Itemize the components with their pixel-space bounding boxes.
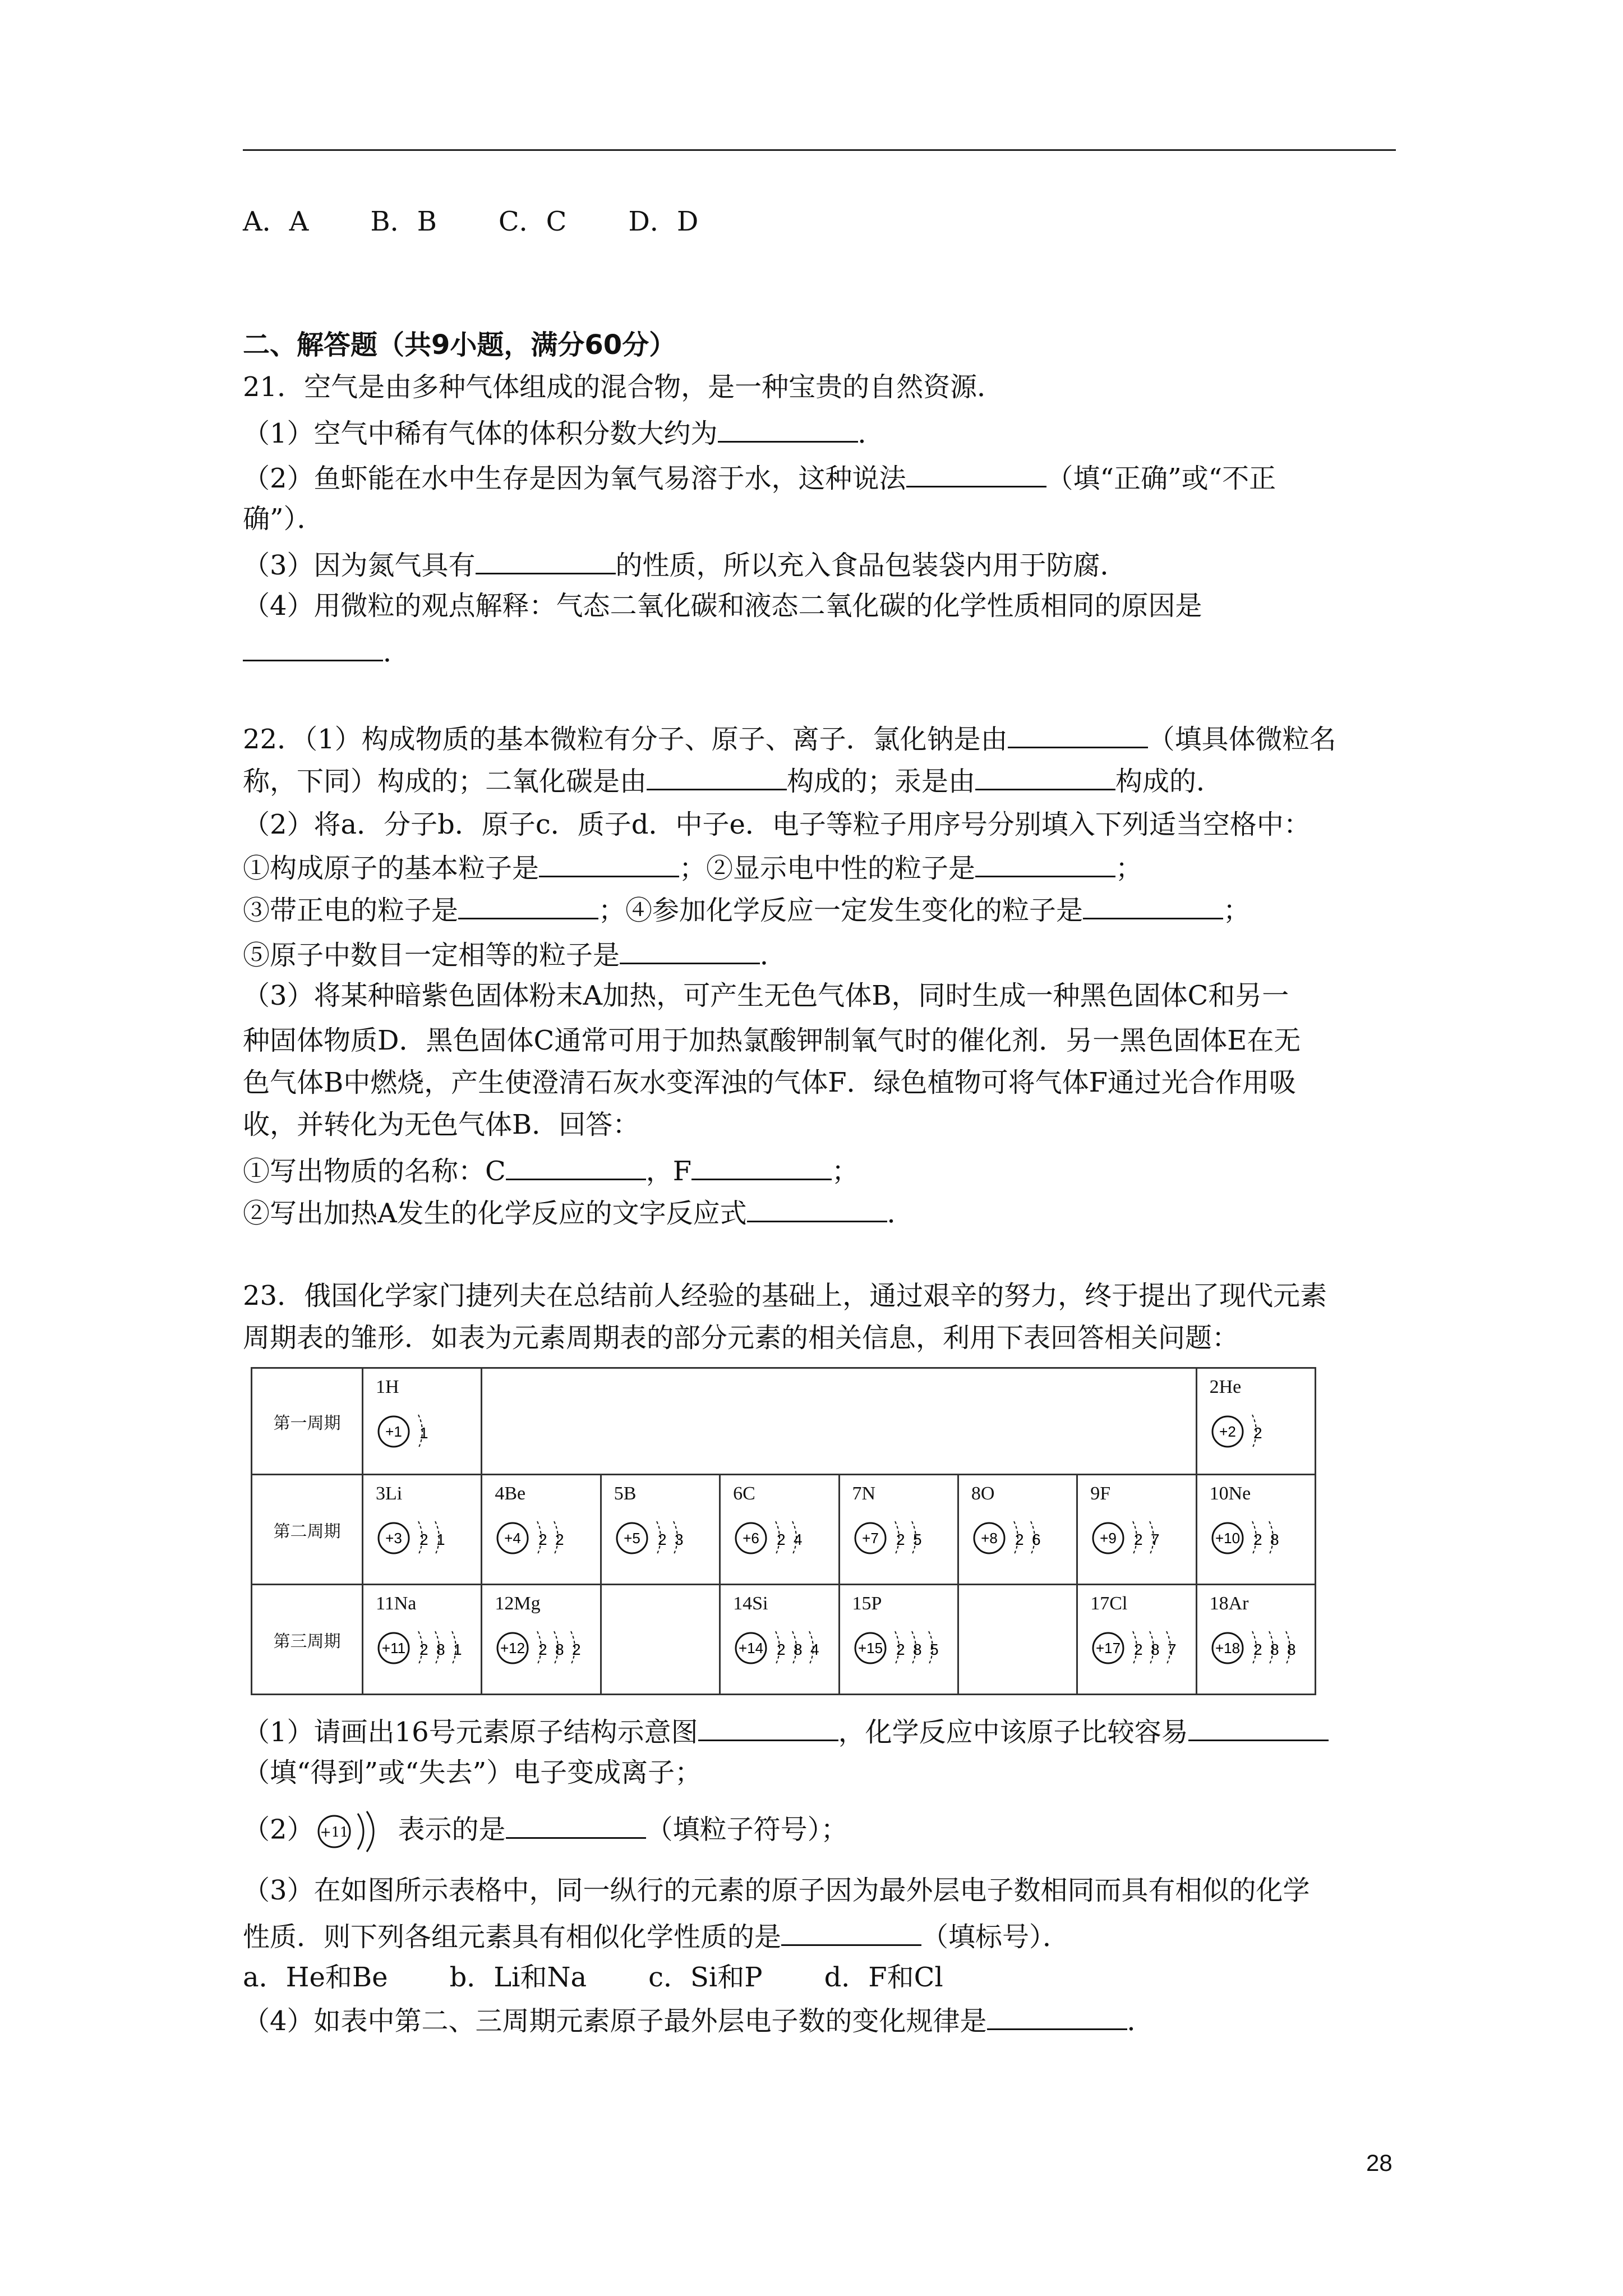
shell-electron-count: 8 — [1270, 1641, 1279, 1658]
nucleus-charge: +18 — [1215, 1640, 1240, 1657]
element-cell — [363, 1585, 482, 1695]
element-symbol: 14Si — [733, 1593, 768, 1614]
shell-electron-count: 2 — [538, 1641, 547, 1658]
q23-sub2: （2） +11 表示的是 （填粒子符号）； — [243, 1809, 848, 1854]
answer-blank[interactable] — [1083, 892, 1223, 919]
answer-blank[interactable] — [698, 1714, 838, 1741]
shell-electron-count: 1 — [436, 1531, 445, 1548]
atom-structure-diagram — [731, 1626, 843, 1671]
choice-a: A．A — [243, 206, 309, 237]
q23-sub1: （1）请画出16号元素原子结构示意图 ，化学反应中该原子比较容易 — [243, 1714, 1329, 1749]
shell-electron-count: 8 — [794, 1641, 803, 1658]
element-symbol: 18Ar — [1209, 1593, 1249, 1614]
q21-part4: （4）用微粒的观点解释：气态二氧化碳和液态二氧化碳的化学性质相同的原因是 — [243, 590, 1202, 622]
nucleus-charge: +7 — [861, 1530, 879, 1547]
element-cell — [482, 1475, 601, 1585]
element-symbol: 5B — [614, 1483, 637, 1504]
element-cell — [720, 1475, 839, 1585]
shell-electron-count: 1 — [419, 1424, 428, 1442]
atom-structure-diagram — [492, 1626, 605, 1671]
atom-structure-diagram — [850, 1516, 962, 1561]
element-symbol: 9F — [1090, 1483, 1111, 1504]
section-title: 二、解答题（共9小题，满分60分） — [243, 329, 676, 361]
shell-electron-count: 2 — [1253, 1531, 1262, 1548]
shell-electron-count: 4 — [794, 1531, 803, 1548]
sodium-ion-nucleus: +11 — [320, 1824, 348, 1840]
shell-electron-count: 7 — [1168, 1641, 1177, 1658]
answer-blank[interactable] — [987, 2003, 1127, 2030]
shell-electron-count: 2 — [896, 1531, 905, 1548]
periodic-table — [251, 1367, 1316, 1695]
q22-line12: ②写出加热A发生的化学反应的文字反应式 ． — [243, 1195, 914, 1230]
answer-blank[interactable] — [718, 415, 858, 443]
answer-blank[interactable] — [1008, 721, 1148, 748]
shell-electron-count: 2 — [1015, 1531, 1024, 1548]
answer-blank[interactable] — [620, 937, 760, 964]
element-cell — [1196, 1475, 1315, 1585]
q23-sub1-cont: （填“得到”或“失去”）电子变成离子； — [243, 1757, 702, 1788]
shell-electron-count: 7 — [1151, 1531, 1160, 1548]
answer-blank[interactable] — [906, 460, 1046, 487]
element-cell — [1077, 1475, 1196, 1585]
answer-blank[interactable] — [747, 1195, 887, 1222]
element-cell — [363, 1368, 482, 1475]
shell-electron-count: 2 — [555, 1531, 564, 1548]
q22-line11: ①写出物质的名称：C ，F ； — [243, 1153, 859, 1188]
answer-blank[interactable] — [647, 763, 787, 790]
q23-sub3-options — [243, 1961, 1005, 1994]
q22-line8: 种固体物质D．黑色固体C通常可用于加热氯酸钾制氧气时的催化剂．另一黑色固体E在无 — [243, 1025, 1301, 1056]
atom-structure-diagram — [374, 1626, 486, 1671]
shell-electron-count: 1 — [453, 1641, 462, 1658]
shell-electron-count: 8 — [555, 1641, 564, 1658]
option-c: c．Si和P — [648, 1962, 763, 1993]
shell-electron-count: 2 — [1134, 1531, 1143, 1548]
q21-part4-blank: ． — [243, 634, 410, 669]
element-cell — [839, 1475, 958, 1585]
shell-electron-count: 2 — [572, 1641, 581, 1658]
atom-structure-diagram — [1088, 1516, 1200, 1561]
q21-part1: （1）空气中稀有气体的体积分数大约为 ． — [243, 415, 885, 450]
element-cell — [839, 1585, 958, 1695]
nucleus-charge: +14 — [739, 1640, 764, 1657]
choice-c: C．C — [498, 206, 567, 237]
element-symbol: 6C — [733, 1483, 755, 1504]
shell-electron-count: 8 — [436, 1641, 445, 1658]
shell-electron-count: 2 — [1253, 1641, 1262, 1658]
nucleus-charge: +1 — [385, 1423, 402, 1440]
shell-electron-count: 5 — [912, 1531, 922, 1548]
shell-electron-count: 2 — [1134, 1641, 1143, 1658]
nucleus-charge: +2 — [1219, 1423, 1236, 1440]
option-b: b．Li和Na — [449, 1962, 587, 1993]
answer-blank[interactable] — [458, 892, 598, 919]
element-symbol: 3Li — [376, 1483, 403, 1504]
q22-line5: ③带正电的粒子是 ；④参加化学反应一定发生变化的粒子是 ； — [243, 892, 1250, 927]
page-number: 28 — [1366, 2150, 1393, 2176]
empty-cell — [482, 1368, 1196, 1475]
header-rule — [243, 149, 1396, 151]
q22-line3: （2）将a．分子b．原子c．质子d．中子e．电子等粒子用序号分别填入下列适当空格中： — [243, 809, 1311, 840]
shell-electron-count: 2 — [896, 1641, 905, 1658]
answer-blank[interactable] — [476, 547, 616, 574]
atom-structure-diagram — [492, 1516, 605, 1561]
sodium-ion-diagram — [314, 1809, 398, 1854]
element-cell — [1077, 1585, 1196, 1695]
nucleus-charge: +17 — [1096, 1640, 1121, 1657]
element-symbol: 11Na — [376, 1593, 417, 1614]
choice-d: D．D — [628, 206, 699, 237]
shell-electron-count: 8 — [1270, 1531, 1279, 1548]
shell-electron-count: 2 — [777, 1641, 786, 1658]
nucleus-charge: +5 — [623, 1530, 640, 1547]
q21-part3: （3）因为氮气具有 的性质，所以充入食品包装袋内用于防腐． — [243, 547, 1127, 582]
atom-structure-diagram — [1207, 1626, 1320, 1671]
nucleus-charge: +8 — [981, 1530, 998, 1547]
nucleus-charge: +9 — [1100, 1530, 1117, 1547]
element-symbol: 12Mg — [495, 1593, 541, 1614]
shell-electron-count: 3 — [674, 1531, 684, 1548]
atom-structure-diagram — [374, 1409, 486, 1454]
element-cell — [363, 1475, 482, 1585]
period-label: 第二周期 — [252, 1475, 363, 1585]
q21-part2-cont: 确”）． — [243, 503, 324, 535]
shell-electron-count: 4 — [810, 1641, 819, 1658]
element-symbol: 7N — [852, 1483, 876, 1504]
atom-structure-diagram — [612, 1516, 724, 1561]
shell-electron-count: 8 — [1151, 1641, 1160, 1658]
shell-electron-count: 2 — [419, 1641, 428, 1658]
answer-blank[interactable] — [539, 850, 679, 877]
element-cell — [1196, 1368, 1315, 1475]
nucleus-charge: +3 — [385, 1530, 402, 1547]
empty-cell — [601, 1585, 720, 1695]
shell-electron-count: 6 — [1031, 1531, 1041, 1548]
atom-structure-diagram — [969, 1516, 1081, 1561]
nucleus-charge: +10 — [1215, 1530, 1240, 1547]
nucleus-charge: +12 — [500, 1640, 525, 1657]
element-symbol: 8O — [971, 1483, 995, 1504]
atom-structure-diagram — [850, 1626, 962, 1671]
atom-structure-diagram — [374, 1516, 486, 1561]
nucleus-charge: +15 — [857, 1640, 883, 1657]
shell-electron-count: 2 — [657, 1531, 667, 1548]
answer-blank[interactable] — [506, 1811, 646, 1839]
q23-sub4: （4）如表中第二、三周期元素原子最外层电子数的变化规律是 ． — [243, 2003, 1154, 2038]
q21-stem: 21．空气是由多种气体组成的混合物，是一种宝贵的自然资源． — [243, 371, 1004, 403]
element-cell — [958, 1475, 1077, 1585]
empty-cell — [958, 1585, 1077, 1695]
element-symbol: 15P — [852, 1593, 882, 1614]
q22-line6: ⑤原子中数目一定相等的粒子是 ． — [243, 937, 787, 972]
atom-structure-diagram — [1207, 1409, 1320, 1454]
q22-line10: 收，并转化为无色气体B．回答： — [243, 1109, 640, 1140]
element-cell — [1196, 1585, 1315, 1695]
element-symbol: 2He — [1209, 1377, 1242, 1397]
q23-line1: 23．俄国化学家门捷列夫在总结前人经验的基础上，通过艰辛的努力，终于提出了现代元素 — [243, 1280, 1327, 1312]
shell-electron-count: 5 — [929, 1641, 939, 1658]
q23-sub3-line1: （3）在如图所示表格中，同一纵行的元素的原子因为最外层电子数相同而具有相似的化学 — [243, 1875, 1310, 1906]
shell-electron-count: 2 — [777, 1531, 786, 1548]
answer-blank[interactable] — [506, 1153, 646, 1180]
option-d: d．F和Cl — [824, 1962, 943, 1993]
shell-electron-count: 2 — [538, 1531, 547, 1548]
period-label: 第一周期 — [252, 1368, 363, 1475]
element-cell — [601, 1475, 720, 1585]
atom-structure-diagram — [1207, 1516, 1320, 1561]
nucleus-charge: +4 — [504, 1530, 522, 1547]
q22-line9: 色气体B中燃烧，产生使澄清石灰水变浑浊的气体F．绿色植物可将气体F通过光合作用吸 — [243, 1067, 1296, 1098]
q21-part2: （2）鱼虾能在水中生存是因为氧气易溶于水，这种说法 （填“正确”或“不正 — [243, 460, 1276, 495]
element-cell — [720, 1585, 839, 1695]
choice-b: B．B — [370, 206, 437, 237]
q23-line2: 周期表的雏形．如表为元素周期表的部分元素的相关信息，利用下表回答相关问题： — [243, 1322, 1239, 1354]
atom-structure-diagram — [1088, 1626, 1200, 1671]
shell-electron-count: 8 — [912, 1641, 922, 1658]
answer-blank[interactable] — [691, 1153, 832, 1180]
q23-sub3-line2: 性质．则下列各组元素具有相似化学性质的是 （填标号）． — [243, 1918, 1069, 1954]
answer-blank[interactable] — [1188, 1714, 1329, 1741]
element-symbol: 4Be — [495, 1483, 526, 1504]
q22-line7: （3）将某种暗紫色固体粉末A加热，可产生无色气体B，同时生成一种黑色固体C和另一 — [243, 980, 1289, 1011]
element-cell — [482, 1585, 601, 1695]
shell-electron-count: 2 — [419, 1531, 428, 1548]
q22-line4: ①构成原子的基本粒子是 ；②显示电中性的粒子是 ； — [243, 850, 1142, 885]
answer-blank[interactable] — [243, 634, 383, 661]
element-symbol: 10Ne — [1209, 1483, 1251, 1504]
nucleus-charge: +11 — [381, 1640, 406, 1657]
nucleus-charge: +6 — [743, 1530, 759, 1547]
answer-blank[interactable] — [975, 850, 1115, 877]
element-symbol: 1H — [376, 1377, 399, 1397]
element-symbol: 17Cl — [1090, 1593, 1128, 1614]
period-label: 第三周期 — [252, 1585, 363, 1695]
shell-electron-count: 2 — [1253, 1424, 1262, 1442]
previous-choices — [243, 205, 760, 238]
answer-blank[interactable] — [781, 1918, 921, 1946]
atom-structure-diagram — [731, 1516, 843, 1561]
q22-line2: 称，下同）构成的；二氧化碳是由 构成的；汞是由 构成的． — [243, 763, 1223, 798]
q22-line1: 22．（1）构成物质的基本微粒有分子、原子、离子．氯化钠是由 （填具体微粒名 — [243, 721, 1336, 756]
answer-blank[interactable] — [975, 763, 1115, 790]
shell-electron-count: 8 — [1287, 1641, 1296, 1658]
option-a: a．He和Be — [243, 1962, 388, 1993]
